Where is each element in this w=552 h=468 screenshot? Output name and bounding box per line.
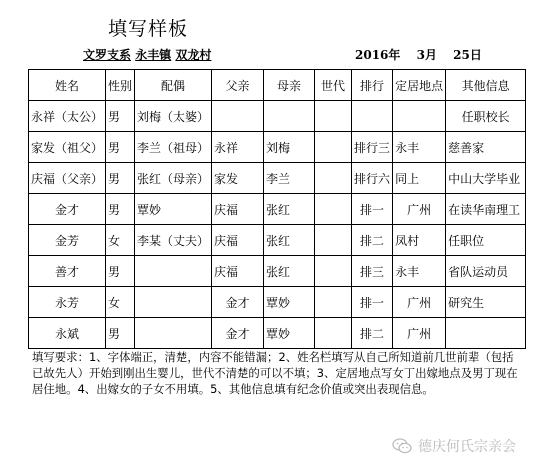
- instructions-note: 填写要求：1、字体端正，清楚，内容不能错漏；2、姓名栏填写从自己所知道前几世前辈（包括已故先人）开始到刚出生婴儿，世代不清楚的可以不填；3、定居地点写女丁出嫁地点及男丁现在居住地。4、出嫁女的子女不用填。5、其他信息填有纪念价值或突出表现信息。: [32, 350, 518, 396]
- cell-father: 庆福: [212, 256, 264, 287]
- cell-father: 金才: [212, 318, 264, 349]
- header-name: 姓名: [29, 70, 106, 101]
- cell-generation: [315, 318, 352, 349]
- location-line: [83, 46, 211, 63]
- header-rank: 排行: [352, 70, 393, 101]
- table-row: [29, 163, 526, 194]
- cell-residence: 广州: [393, 194, 446, 225]
- cell-mother: 李兰: [264, 163, 315, 194]
- header-residence: 定居地点: [393, 70, 446, 101]
- cell-gender: 男: [106, 194, 135, 225]
- cell-generation: [315, 163, 352, 194]
- cell-name: 庆福（父亲）: [29, 163, 106, 194]
- cell-other: 在读华南理工: [446, 194, 526, 225]
- town-name: 永丰镇: [135, 48, 172, 62]
- watermark: [392, 436, 516, 456]
- cell-gender: 男: [106, 318, 135, 349]
- cell-name: 金才: [29, 194, 106, 225]
- cell-rank: 排二: [352, 225, 393, 256]
- table-row: [29, 318, 526, 349]
- table-row: [29, 225, 526, 256]
- cell-gender: 男: [106, 132, 135, 163]
- cell-name: 永芳: [29, 287, 106, 318]
- cell-father: 家发: [212, 163, 264, 194]
- cell-rank: [352, 101, 393, 132]
- cell-rank: 排三: [352, 256, 393, 287]
- village-name: 双龙村: [175, 48, 212, 62]
- cell-generation: [315, 194, 352, 225]
- cell-gender: 女: [106, 287, 135, 318]
- cell-residence: 广州: [393, 287, 446, 318]
- cell-spouse: 李某（丈夫）: [135, 225, 212, 256]
- cell-residence: 永丰: [393, 256, 446, 287]
- cell-other: 省队运动员: [446, 256, 526, 287]
- cell-rank: 排行六: [352, 163, 393, 194]
- header-father: 父亲: [212, 70, 264, 101]
- cell-generation: [315, 225, 352, 256]
- header-mother: 母亲: [264, 70, 315, 101]
- cell-mother: 张红: [264, 194, 315, 225]
- date-day: 25日: [453, 48, 482, 62]
- branch-name: 文罗支系: [83, 48, 132, 62]
- cell-other: 慈善家: [446, 132, 526, 163]
- header-gender: 性别: [106, 70, 135, 101]
- date-year: 2016年: [355, 48, 401, 62]
- cell-generation: [315, 101, 352, 132]
- cell-name: 永祥（太公）: [29, 101, 106, 132]
- cell-gender: 男: [106, 101, 135, 132]
- cell-father: 永祥: [212, 132, 264, 163]
- date-line: [355, 46, 494, 63]
- cell-spouse: [135, 318, 212, 349]
- cell-rank: 排行三: [352, 132, 393, 163]
- cell-gender: 女: [106, 225, 135, 256]
- cell-other: [446, 318, 526, 349]
- cell-generation: [315, 287, 352, 318]
- cell-gender: 男: [106, 163, 135, 194]
- header-other: 其他信息: [446, 70, 526, 101]
- cell-other: 研究生: [446, 287, 526, 318]
- cell-spouse: 李兰（祖母）: [135, 132, 212, 163]
- cell-mother: 覃妙: [264, 318, 315, 349]
- cell-other: 任职位: [446, 225, 526, 256]
- cell-name: 永斌: [29, 318, 106, 349]
- cell-residence: [393, 101, 446, 132]
- cell-residence: 广州: [393, 318, 446, 349]
- cell-generation: [315, 256, 352, 287]
- cell-father: 庆福: [212, 194, 264, 225]
- cell-spouse: [135, 287, 212, 318]
- cell-mother: 刘梅: [264, 132, 315, 163]
- table-row: [29, 132, 526, 163]
- cell-mother: [264, 101, 315, 132]
- cell-other: 中山大学毕业: [446, 163, 526, 194]
- cell-mother: 张红: [264, 225, 315, 256]
- date-month: 3月: [416, 48, 437, 62]
- cell-residence: 永丰: [393, 132, 446, 163]
- cell-mother: 覃妙: [264, 287, 315, 318]
- cell-mother: 张红: [264, 256, 315, 287]
- watermark-text: 德庆何氏宗亲会: [418, 439, 516, 455]
- cell-gender: 男: [106, 256, 135, 287]
- cell-name: 金芳: [29, 225, 106, 256]
- cell-rank: 排一: [352, 287, 393, 318]
- cell-rank: 排一: [352, 194, 393, 225]
- table-row: [29, 287, 526, 318]
- wechat-icon: [392, 438, 412, 454]
- cell-spouse: 覃妙: [135, 194, 212, 225]
- cell-residence: 同上: [393, 163, 446, 194]
- cell-residence: 凤村: [393, 225, 446, 256]
- cell-name: 家发（祖父）: [29, 132, 106, 163]
- header-spouse: 配偶: [135, 70, 212, 101]
- table-row: [29, 194, 526, 225]
- cell-generation: [315, 132, 352, 163]
- cell-father: [212, 101, 264, 132]
- table-row: [29, 256, 526, 287]
- cell-father: 金才: [212, 287, 264, 318]
- cell-father: 庆福: [212, 225, 264, 256]
- family-table: [28, 69, 526, 349]
- cell-spouse: 刘梅（太婆）: [135, 101, 212, 132]
- cell-rank: 排二: [352, 318, 393, 349]
- table-row: [29, 101, 526, 132]
- page-title: 填写样板: [108, 18, 189, 40]
- cell-name: 善才: [29, 256, 106, 287]
- header-generation: 世代: [315, 70, 352, 101]
- cell-spouse: 张红（母亲）: [135, 163, 212, 194]
- cell-spouse: [135, 256, 212, 287]
- cell-other: 任职校长: [446, 101, 526, 132]
